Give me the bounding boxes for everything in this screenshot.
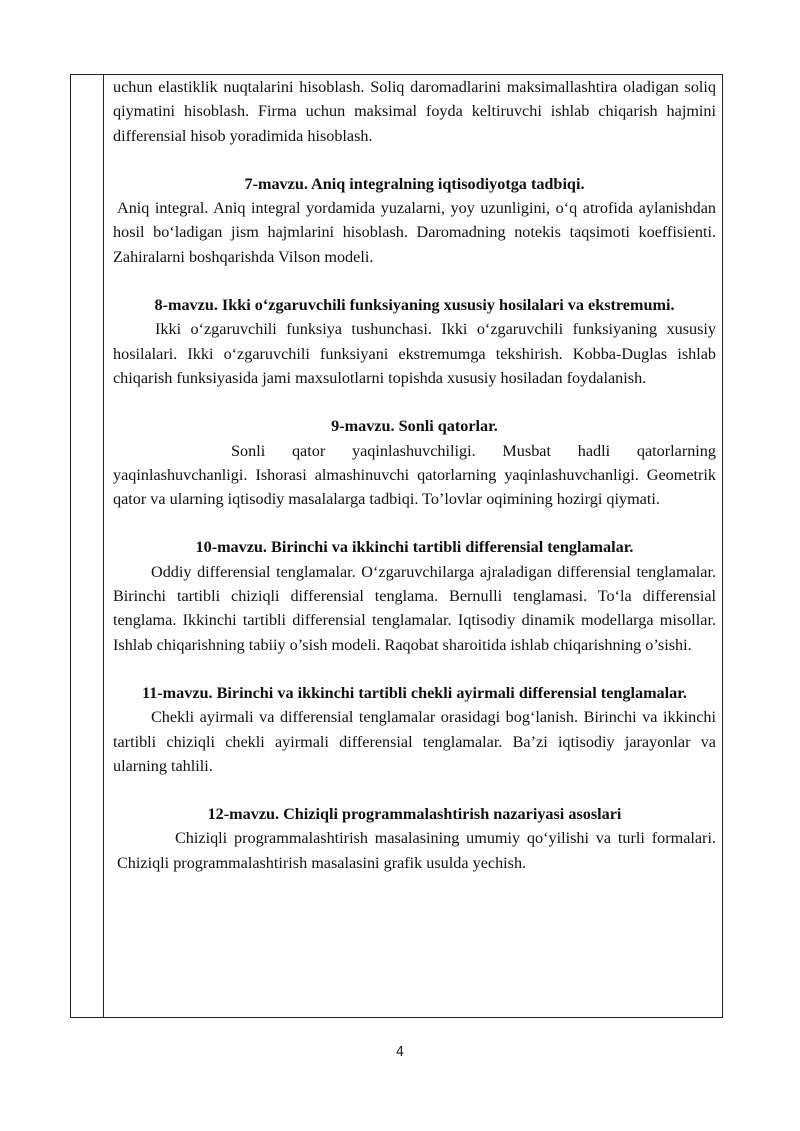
topic-12-heading: 12-mavzu. Chiziqli programmalashtirish nazariyasi asoslari: [207, 805, 622, 824]
topic-9-heading: 9-mavzu. Sonli qatorlar.: [331, 417, 498, 436]
topic-10-text: Oddiy differensial tenglamalar. O‘zgaruvchilarga ajraladigan differensial tenglamalar. Birinchi tartibli chiziqli differensial tenglama. Bernulli tenglamasi. To‘la differensial tenglama. Ikkinchi tartibli differensial tenglamalar. Iqtisodiy dinamik modellarga misollar. Ishlab chiqarishning tabiiy o’sish modeli. Raqobat sharoitida ishlab chiqarishning o’sishi.: [113, 562, 716, 654]
topic-9-text: Sonli qator yaqinlashuvchiligi. Musbat hadli qatorlarning yaqinlashuvchanligi. Ishorasi almashinuvchi qatorlarning yaqinlashuvchanligi. Geometrik qator va ularning iqtisodiy masalalarga tadbiqi. To’lovlar oqimining hozirgi qiymati.: [113, 441, 716, 509]
topic-7-text: Aniq integral. Aniq integral yordamida yuzalarni, yoy uzunligini, o‘q atrofida aylanishdan hosil bo‘ladigan jism hajmlarini hisoblash. Daromadning notekis taqsimoti koeffisienti. Zahiralarni boshqarishda Vilson modeli.: [113, 199, 716, 266]
topic-11-text: Chekli ayirmali va differensial tenglamalar orasidagi bog‘lanish. Birinchi va ikkinchi tartibli chiziqli chekli ayirmali differensial tenglamalar. Ba’zi iqtisodiy jarayonlar va ularning tahlili.: [113, 708, 716, 775]
content-table: [70, 74, 723, 1018]
table-content-cell: [113, 75, 716, 875]
paragraph-continuation: uchun elastiklik nuqtalarini hisoblash. Soliq daromadlarini maksimallashtira oladigan soliq qiymatini hisoblash. Firma uchun maksimal foyda keltiruvchi ishlab chiqarish hajmini differensial hisob yoradimida hisoblash.: [113, 78, 716, 145]
table-left-column: [71, 75, 104, 1017]
topic-11-heading: 11-mavzu. Birinchi va ikkinchi tartibli chekli ayirmali differensial tenglamalar.: [142, 683, 687, 702]
topic-7-heading: 7-mavzu. Aniq integralning iqtisodiyotga tadbiqi.: [244, 174, 585, 193]
topic-12-text: Chiziqli programmalashtirish masalasining umumiy qo‘yilishi va turli formalari. Chiziqli programmalashtirish masalasini grafik usulda yechish.: [117, 829, 716, 872]
topic-8-heading: 8-mavzu. Ikki o‘zgaruvchili funksiyaning xususiy hosilalari va ekstremumi.: [154, 296, 675, 315]
topic-10-heading: 10-mavzu. Birinchi va ikkinchi tartibli differensial tenglamalar.: [195, 538, 634, 557]
page-number: 4: [395, 1045, 405, 1060]
topic-8-text: Ikki o‘zgaruvchili funksiya tushunchasi. Ikki o‘zgaruvchili funksiyaning xususiy hosilalari. Ikki o‘zgaruvchili funksiyani ekstremumga tekshirish. Kobba-Duglas ishlab chiqarish funksiyasida jami maxsulotlarni topishda xususiy hosiladan foydalanish.: [113, 320, 716, 387]
